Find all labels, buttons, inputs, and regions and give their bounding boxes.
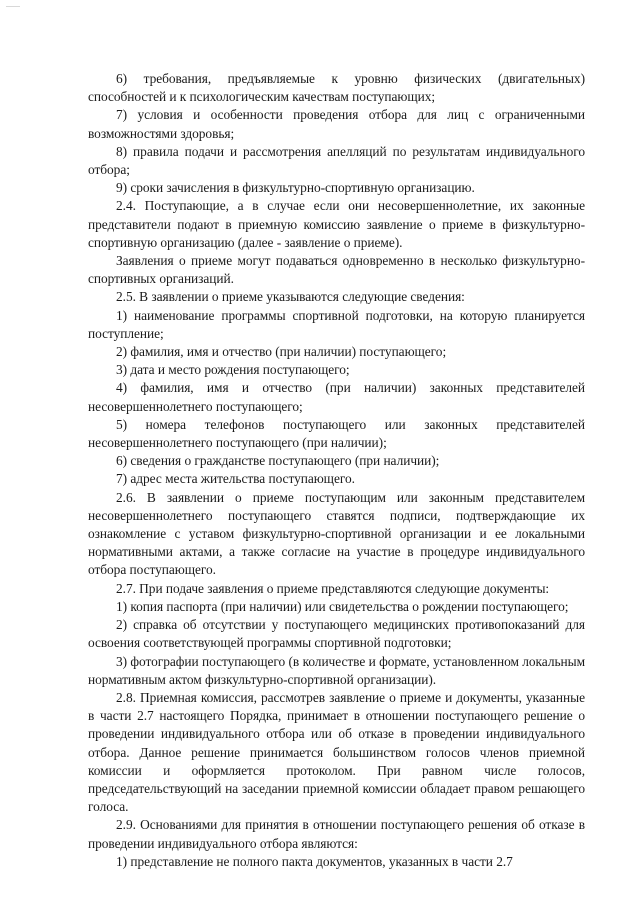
paragraph: 2.5. В заявлении о приеме указываются следующие сведения: [116, 289, 465, 305]
document-body [88, 70, 585, 871]
paragraph: 3) фотографии поступающего (в количестве и формате, установленном локальным нормативным актом физкультурно-спортивной организации). [88, 653, 585, 687]
paragraph: 1) представление не полного пакта документов, указанных в части 2.7 [116, 853, 513, 869]
paragraph: 1) наименование программы спортивной подготовки, на которую планируется поступление; [88, 307, 585, 341]
paragraph: 1) копия паспорта (при наличии) или свидетельства о рождении поступающего; [116, 598, 569, 614]
paragraph: 7) условия и особенности проведения отбора для лиц с ограниченными возможностями здоровья; [88, 107, 585, 141]
paragraph: 2.9. Основаниями для принятия в отношении поступающего решения об отказе в проведении индивидуального отбора являются: [88, 817, 585, 851]
paragraph: 4) фамилия, имя и отчество (при наличии) законных представителей несовершеннолетнего поступающего; [88, 380, 585, 414]
paragraph: 2.7. При подаче заявления о приеме представляются следующие документы: [116, 580, 550, 596]
scan-mark [6, 6, 20, 7]
paragraph: 8) правила подачи и рассмотрения апелляций по результатам индивидуального отбора; [88, 143, 585, 178]
paragraph: 3) дата и место рождения поступающего; [116, 362, 350, 378]
paragraph: 2.4. Поступающие, а в случае если они несовершеннолетние, их законные представители подают в приемную комиссию заявление о приеме в физкультурно-спортивную организацию (далее - заявление о приеме). [88, 198, 585, 250]
paragraph: Заявления о приеме могут подаваться одновременно в несколько физкультурно-спортивных организаций. [88, 253, 585, 287]
paragraph: 2.8. Приемная комиссия, рассмотрев заявление о приеме и документы, указанные в части 2.7 настоящего Порядка, принимает в отношении поступающего решение о проведении индивидуального отбора или об отказе в проведении индивидуального отбора. Данное решение принимается большинством голосов членов приемной комиссии и оформляется протоколом. При равном числе голосов, председательствующий на заседании приемной комиссии обладает правом решающего голоса. [88, 689, 585, 815]
paragraph: 9) сроки зачисления в физкультурно-спортивную организацию. [116, 180, 475, 196]
paragraph: 6) сведения о гражданстве поступающего (при наличии); [116, 453, 440, 469]
paragraph: 6) требования, предъявляемые к уровню физических (двигательных) способностей и к психологическим качествам поступающих; [88, 71, 585, 105]
paragraph: 2.6. В заявлении о приеме поступающим или законным представителем несовершеннолетнего поступающего ставятся подписи, подтверждающие их ознакомление с уставом физкультурно-спортивной организации и ее локальными нормативными актами, а также согласие на участие в процедуре индивидуального отбора поступающего. [88, 489, 585, 578]
paragraph: 7) адрес места жительства поступающего. [116, 471, 355, 487]
paragraph: 2) фамилия, имя и отчество (при наличии) поступающего; [116, 344, 447, 360]
paragraph: 2) справка об отсутствии у поступающего медицинских противопоказаний для освоения соответствующей программы спортивной подготовки; [88, 617, 585, 651]
paragraph: 5) номера телефонов поступающего или законных представителей несовершеннолетнего поступающего (при наличии); [88, 416, 585, 451]
